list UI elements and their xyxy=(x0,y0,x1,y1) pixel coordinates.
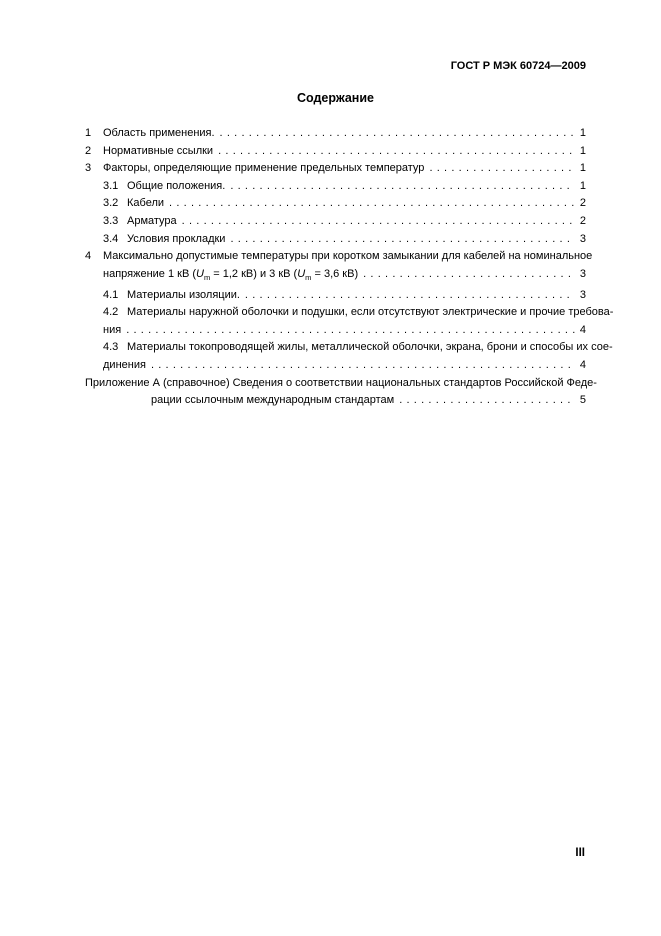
toc-entry xyxy=(85,160,586,178)
toc-line xyxy=(103,195,586,213)
toc-entry-text: Общие положения. xyxy=(127,179,226,192)
toc-page-ref: 3 xyxy=(579,232,586,245)
toc-line xyxy=(103,287,586,305)
toc-line xyxy=(103,178,586,196)
toc-title: Содержание xyxy=(296,91,374,105)
dot-leader xyxy=(182,213,575,231)
toc-entry-text: Материалы изоляции. xyxy=(127,288,240,301)
toc-entry-number: 3 xyxy=(85,162,92,175)
toc-entry xyxy=(85,248,593,286)
document-header xyxy=(85,60,586,73)
toc-page-ref: 4 xyxy=(579,358,586,371)
toc-entry-number: 3.4 xyxy=(103,232,119,245)
toc-entry-text: Материалы токопроводящей жилы, металлической оболочки, экрана, брони и способы их сое- xyxy=(127,341,613,354)
toc-entry-text: Максимально допустимые температуры при коротком замыкании для кабелей на номинальное xyxy=(103,250,593,263)
dot-leader xyxy=(151,357,575,375)
toc-line xyxy=(85,266,586,287)
toc-entry xyxy=(85,195,586,213)
toc-entry-text: Приложение А (справочное) Сведения о соответствии национальных стандартов Российской Феде- xyxy=(85,376,597,389)
toc-page-ref: 2 xyxy=(579,214,586,227)
toc-page-ref: 4 xyxy=(579,323,586,336)
toc-entry-text: Арматура xyxy=(127,214,177,227)
toc-entry-text: Нормативные ссылки xyxy=(103,144,214,157)
dot-leader xyxy=(230,178,575,196)
toc-entry-text: Кабели xyxy=(127,197,165,210)
toc-line xyxy=(85,125,586,143)
dot-leader xyxy=(429,160,575,178)
toc-page-ref: 1 xyxy=(579,144,586,157)
toc-entry-text: Условия прокладки xyxy=(127,232,226,245)
toc-line xyxy=(103,231,586,249)
toc-page-ref: 2 xyxy=(579,197,586,210)
dot-leader xyxy=(363,266,575,284)
standard-number: ГОСТ Р МЭК 60724—2009 xyxy=(450,60,586,72)
toc-line xyxy=(103,357,586,375)
toc-entry-number: 4.1 xyxy=(103,288,119,301)
toc-entry-number: 3.1 xyxy=(103,179,119,192)
toc-page-ref: 5 xyxy=(579,394,586,407)
toc-page-ref: 3 xyxy=(579,267,586,280)
toc-entry-number: 1 xyxy=(85,127,92,139)
toc-entry-text: ния xyxy=(103,323,122,336)
toc-line xyxy=(85,160,586,178)
toc-entry xyxy=(85,339,613,374)
dot-leader xyxy=(220,125,575,143)
toc-line xyxy=(103,213,586,231)
toc-entry xyxy=(85,231,586,249)
page-number-roman: III xyxy=(575,847,585,859)
toc-line xyxy=(85,375,597,393)
toc-page-ref: 1 xyxy=(579,162,586,175)
dot-leader xyxy=(169,195,575,213)
dot-leader xyxy=(126,322,575,340)
toc-entry-text: Факторы, определяющие применение предельных температур xyxy=(103,162,425,175)
toc-entry-number: 3.2 xyxy=(103,197,119,210)
toc-entry-number: 4 xyxy=(85,250,92,263)
toc-entry xyxy=(85,213,586,231)
toc-entry-number: 4.3 xyxy=(103,341,119,354)
toc-entry-number: 2 xyxy=(85,144,92,157)
page-content xyxy=(85,60,614,410)
dot-leader xyxy=(230,231,575,249)
toc-entry-text: Материалы наружной оболочки и подушки, если отсутствуют электрические и прочие требова- xyxy=(127,306,614,319)
toc-entry-text: напряжение 1 кВ ($U_m = 1,2$ кВ) и 3 кВ ($U_m = 3,6$ кВ) xyxy=(103,267,359,282)
toc-entry-text: рации ссылочным международным стандартам xyxy=(151,394,395,407)
toc-entry-number: 4.2 xyxy=(103,306,119,319)
toc-entry xyxy=(85,143,586,161)
toc-page-ref: 3 xyxy=(579,288,586,301)
toc-line xyxy=(103,339,613,357)
toc-entry xyxy=(85,304,614,339)
toc-entry-text: динения xyxy=(103,358,146,371)
toc-line xyxy=(85,248,593,266)
dot-leader xyxy=(218,143,575,161)
toc-entry xyxy=(85,375,597,410)
toc-line xyxy=(85,143,586,161)
dot-leader xyxy=(245,287,575,305)
toc-entry xyxy=(85,287,586,305)
toc-page-ref: 1 xyxy=(579,127,586,139)
toc-line xyxy=(85,392,586,410)
toc-page-ref: 1 xyxy=(579,179,586,192)
toc-entry xyxy=(85,178,586,196)
toc-entry-text: Область применения. xyxy=(103,127,215,139)
toc-list xyxy=(85,125,614,410)
toc-entry-number: 3.3 xyxy=(103,214,119,227)
toc-line xyxy=(103,322,586,340)
dot-leader xyxy=(399,392,575,410)
toc-line xyxy=(103,304,614,322)
toc-entry xyxy=(85,125,586,143)
